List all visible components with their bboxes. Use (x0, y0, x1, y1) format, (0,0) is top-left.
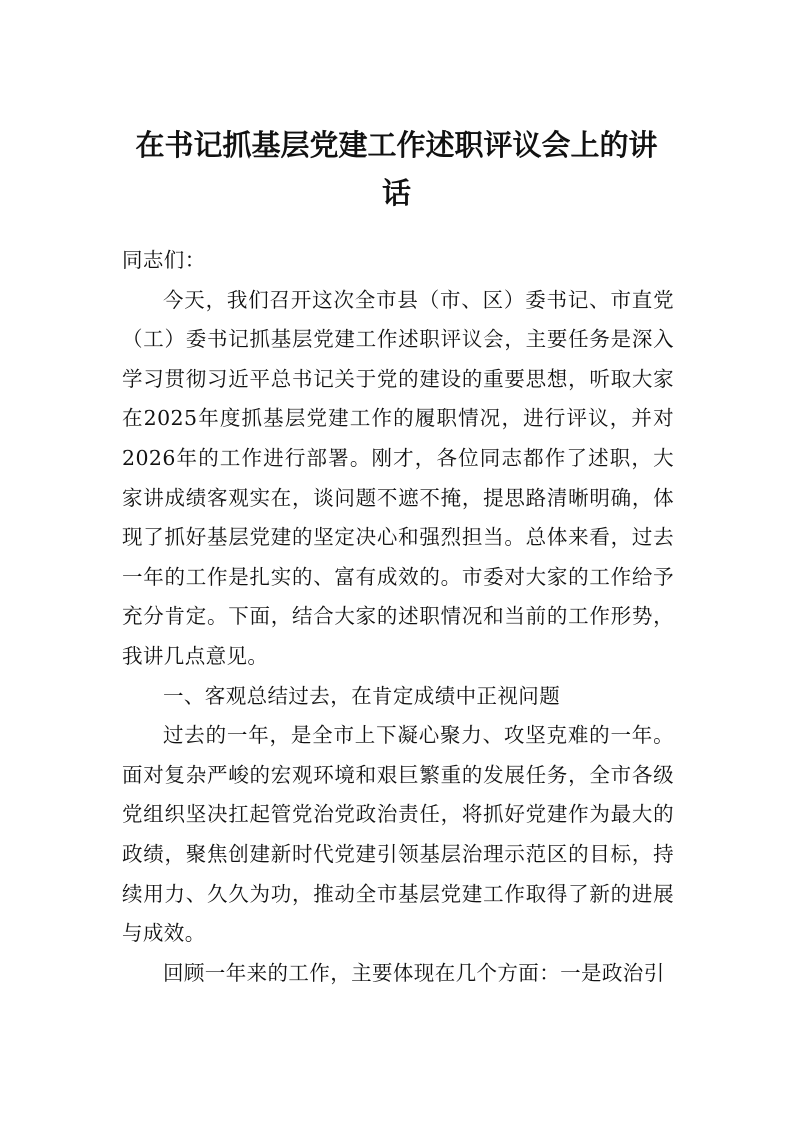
section-1-paragraph-1: 过去的一年，是全市上下凝心聚力、攻坚克难的一年。面对复杂严峻的宏观环境和艰巨繁重的发展任务，全市各级党组织坚决扛起管党治党政治责任，将抓好党建作为最大的政绩，聚焦创建新时代党建引领基层治理示范区的目标，持续用力、久久为功，推动全市基层党建工作取得了新的进展与成效。 (122, 723, 674, 946)
document-title-line-2: 话 (381, 176, 411, 210)
section-1-paragraph-2: 回顾一年来的工作，主要体现在几个方面：一是政治引 (163, 960, 665, 985)
section-heading-1: 一、客观总结过去，在肯定成绩中正视问题 (163, 683, 561, 708)
intro-paragraph: 今天，我们召开这次全市县（市、区）委书记、市直党（工）委书记抓基层党建工作述职评议会，主要任务是深入学习贯彻习近平总书记关于党的建设的重要思想，听取大家在2025年度抓基层党建工作的履职情况，进行评议，并对2026年的工作进行部署。刚才，各位同志都作了述职，大家讲成绩客观实在，谈问题不遮不掩，提思路清晰明确，体现了抓好基层党建的坚定决心和强烈担当。总体来看，过去一年的工作是扎实的、富有成效的。市委对大家的工作给予充分肯定。下面，结合大家的述职情况和当前的工作形势，我讲几点意见。 (122, 287, 674, 668)
salutation: 同志们： (122, 248, 206, 272)
document-title-line-1: 在书记抓基层党建工作述职评议会上的讲 (135, 128, 658, 162)
document-body (122, 241, 674, 993)
